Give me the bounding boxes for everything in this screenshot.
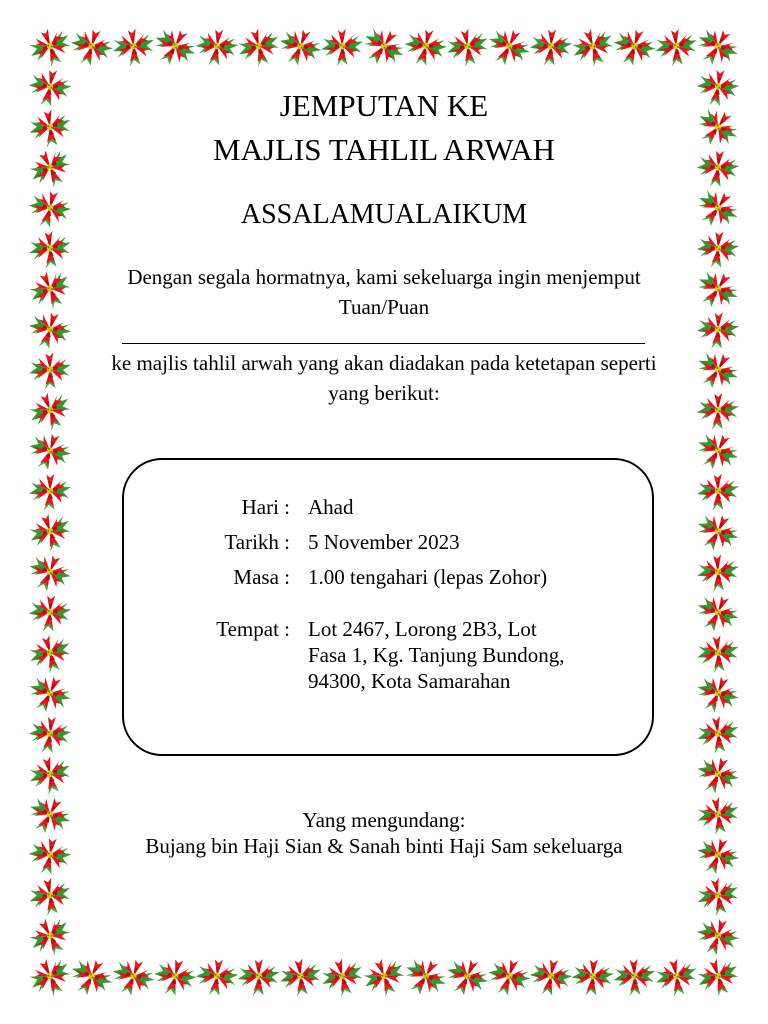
poinsettia-flower-icon bbox=[695, 229, 740, 270]
poinsettia-flower-icon bbox=[690, 344, 745, 398]
poinsettia-flower-icon bbox=[321, 29, 364, 67]
poinsettia-flower-icon bbox=[694, 874, 742, 918]
poinsettia-flower-icon bbox=[358, 953, 410, 1003]
poinsettia-flower-icon bbox=[318, 954, 368, 1000]
poinsettia-flower-icon bbox=[695, 714, 741, 756]
poinsettia-flower-icon bbox=[23, 548, 76, 598]
poinsettia-flower-icon bbox=[147, 21, 202, 74]
poinsettia-flower-icon bbox=[570, 958, 614, 998]
date-value: 5 November 2023 bbox=[308, 530, 460, 554]
poinsettia-flower-icon bbox=[401, 25, 450, 70]
poinsettia-flower-icon bbox=[25, 509, 76, 557]
poinsettia-flower-icon bbox=[567, 23, 619, 72]
intro-text-2: ke majlis tahlil arwah yang akan diadakan pada ketetapan seperti yang berikut: bbox=[111, 351, 657, 405]
poinsettia-flower-icon bbox=[107, 953, 159, 1003]
poinsettia-flower-icon bbox=[527, 955, 575, 999]
poinsettia-flower-icon bbox=[24, 23, 76, 72]
time-value: 1.00 tengahari (lepas Zohor) bbox=[308, 565, 548, 589]
day-label: Hari : bbox=[241, 495, 290, 519]
poinsettia-flower-icon bbox=[193, 26, 240, 68]
poinsettia-flower-icon bbox=[696, 634, 741, 675]
poinsettia-flower-icon bbox=[29, 473, 72, 511]
poinsettia-flower-icon bbox=[278, 957, 324, 999]
poinsettia-flower-icon bbox=[23, 911, 77, 963]
poinsettia-flower-icon bbox=[692, 913, 743, 961]
poinsettia-flower-icon bbox=[25, 631, 75, 678]
place-label: Tempat : bbox=[216, 617, 290, 641]
poinsettia-flower-icon bbox=[653, 956, 701, 1000]
poinsettia-flower-icon bbox=[150, 954, 200, 1000]
poinsettia-flower-icon bbox=[111, 27, 157, 68]
poinsettia-flower-icon bbox=[238, 959, 280, 996]
poinsettia-flower-icon bbox=[194, 957, 240, 999]
poinsettia-flower-icon bbox=[696, 554, 740, 593]
time-label: Masa : bbox=[233, 565, 290, 589]
poinsettia-flower-icon bbox=[690, 20, 745, 74]
poinsettia-flower-icon bbox=[23, 427, 75, 476]
poinsettia-flower-icon bbox=[26, 753, 75, 798]
poinsettia-flower-icon bbox=[689, 263, 745, 317]
title-line-2: MAJLIS TAHLIL ARWAH bbox=[213, 132, 555, 167]
poinsettia-flower-icon bbox=[444, 26, 492, 70]
poinsettia-flower-icon bbox=[691, 832, 743, 881]
poinsettia-flower-icon bbox=[691, 669, 744, 720]
poinsettia-flower-icon bbox=[22, 668, 76, 720]
poinsettia-flower-icon bbox=[24, 387, 76, 437]
poinsettia-flower-icon bbox=[613, 958, 657, 997]
poinsettia-flower-icon bbox=[27, 875, 74, 918]
poinsettia-flower-icon bbox=[24, 265, 77, 316]
poinsettia-flower-icon bbox=[608, 23, 659, 71]
poinsettia-flower-icon bbox=[24, 952, 78, 1003]
poinsettia-flower-icon bbox=[697, 393, 740, 431]
poinsettia-flower-icon bbox=[28, 594, 72, 634]
poinsettia-flower-icon bbox=[27, 714, 73, 756]
place-value: Lot 2467, Lorong 2B3, Lot Fasa 1, Kg. Tanjung Bundong, 94300, Kota Samarahan bbox=[308, 617, 565, 693]
host-label: Yang mengundang: bbox=[302, 808, 466, 832]
poinsettia-flower-icon bbox=[697, 473, 740, 511]
host-names: Bujang bin Haji Sian & Sanah binti Haji Sam sekeluarga bbox=[145, 834, 623, 858]
name-blank-line bbox=[122, 343, 645, 344]
poinsettia-flower-icon bbox=[529, 28, 573, 68]
title-line-1: JEMPUTAN KE bbox=[279, 88, 489, 123]
poinsettia-flower-icon bbox=[690, 506, 744, 558]
poinsettia-flower-icon bbox=[483, 953, 534, 1001]
poinsettia-flower-icon bbox=[397, 950, 452, 1004]
poinsettia-flower-icon bbox=[28, 229, 73, 270]
poinsettia-flower-icon bbox=[355, 20, 411, 75]
poinsettia-flower-icon bbox=[234, 24, 284, 71]
date-label: Tarikh : bbox=[224, 530, 290, 554]
day-value: Ahad bbox=[308, 495, 354, 519]
poinsettia-flower-icon bbox=[274, 22, 327, 72]
poinsettia-flower-icon bbox=[654, 27, 699, 68]
poinsettia-flower-icon bbox=[66, 24, 117, 72]
poinsettia-flower-icon bbox=[481, 21, 535, 73]
poinsettia-flower-icon bbox=[691, 750, 744, 800]
poinsettia-flower-icon bbox=[28, 352, 71, 390]
poinsettia-flower-icon bbox=[64, 951, 118, 1003]
greeting: ASSALAMUALAIKUM bbox=[240, 199, 528, 230]
poinsettia-flower-icon bbox=[696, 311, 740, 350]
intro-text: Dengan segala hormatnya, kami sekeluarga ingin menjemput Tuan/Puan bbox=[127, 265, 641, 319]
poinsettia-flower-icon bbox=[690, 425, 745, 478]
poinsettia-flower-icon bbox=[693, 954, 744, 1002]
details-box bbox=[122, 458, 654, 756]
poinsettia-flower-icon bbox=[690, 588, 744, 640]
poinsettia-flower-icon bbox=[440, 952, 494, 1003]
poinsettia-flower-icon bbox=[24, 307, 75, 355]
poinsettia-flower-icon bbox=[26, 834, 74, 878]
